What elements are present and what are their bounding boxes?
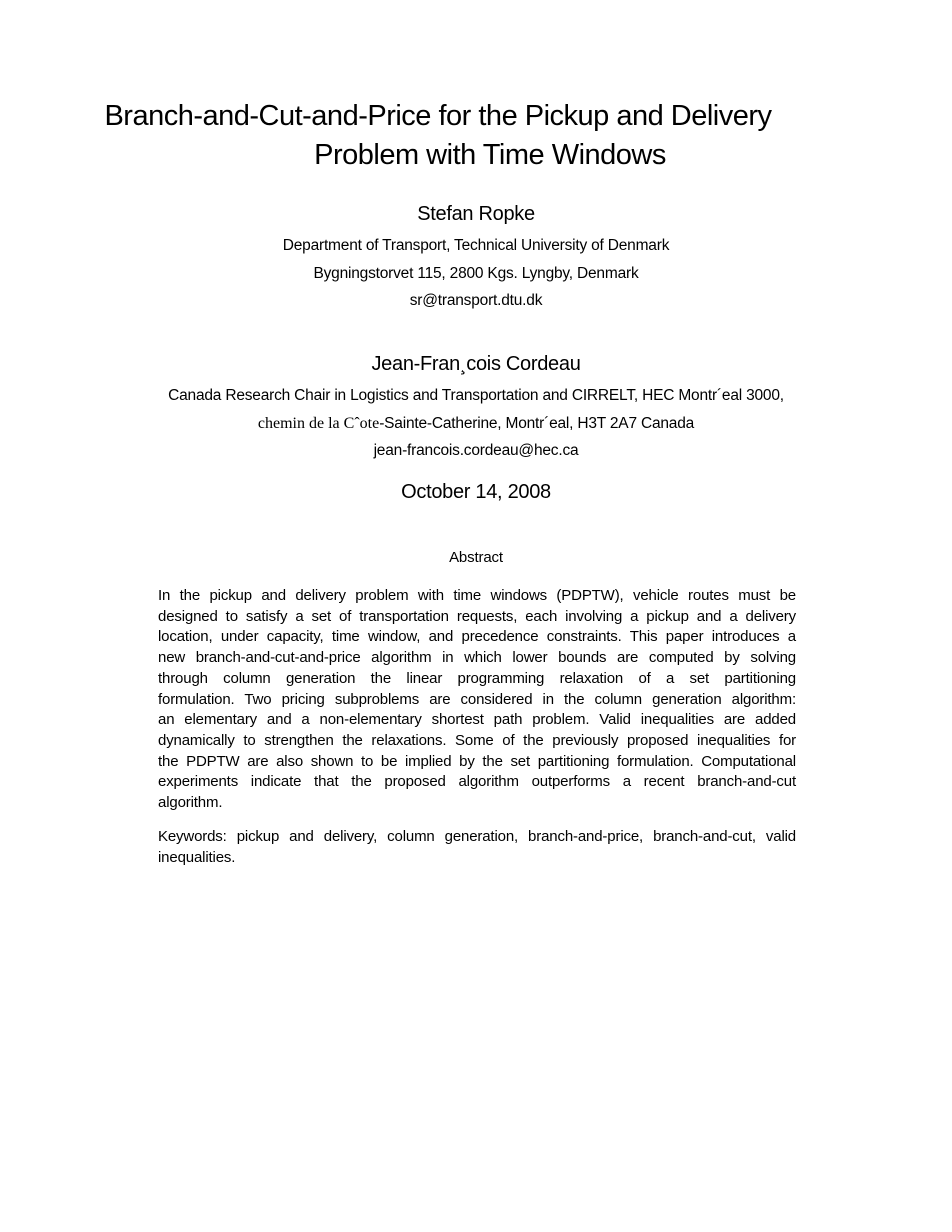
- abstract-line: In the pickup and delivery problem with time windows (PDPTW), vehicle routes must be: [158, 587, 796, 604]
- abstract-line: an elementary and a non-elementary shortest path problem. Valid inequalities are added: [158, 711, 796, 729]
- keywords-line: inequalities.: [158, 848, 236, 866]
- author-name: Stefan Ropke: [417, 203, 535, 225]
- paper-title-line-1: Branch-and-Cut-and-Price for the Pickup and Delivery: [104, 100, 772, 132]
- paper-date: October 14, 2008: [401, 481, 551, 503]
- abstract-line: new branch-and-cut-and-price algorithm in which lower bounds are computed by solving: [158, 649, 796, 667]
- abstract-line: dynamically to strengthen the relaxations. Some of the previously proposed inequalities for: [158, 731, 796, 749]
- author-affiliation-line: [0, 410, 952, 438]
- abstract-line: the PDPTW are also shown to be implied by the set partitioning formulation. Computational: [158, 752, 796, 770]
- abstract-line: through column generation the linear programming relaxation of a set partitioning: [158, 669, 796, 687]
- author-affiliation-line: Department of Transport, Technical University of Denmark: [282, 237, 670, 254]
- paper-title: [0, 97, 952, 175]
- abstract-heading: Abstract: [449, 549, 503, 566]
- affiliation-serif-fragment: chemin de la Cˆote: [257, 414, 380, 432]
- keywords-line: Keywords: pickup and delivery, column generation, branch-and-price, branch-and-cut, valid: [158, 828, 796, 845]
- abstract-line: designed to satisfy a set of transportation requests, each involving a pickup and a delivery: [158, 607, 796, 625]
- author-email: sr@transport.dtu.dk: [409, 292, 543, 309]
- author-block-ropke: [0, 200, 952, 315]
- abstract-body: [158, 586, 796, 814]
- paper-title-line-2: Problem with Time Windows: [314, 139, 666, 171]
- author-name: Jean-Fran¸cois Cordeau: [371, 353, 581, 375]
- abstract-line: algorithm.: [158, 794, 223, 812]
- author-affiliation-line: Canada Research Chair in Logistics and Transportation and CIRRELT, HEC Montr´eal 3000,: [168, 387, 784, 404]
- author-block-cordeau: [0, 350, 952, 465]
- abstract-line: location, under capacity, time window, and precedence constraints. This paper introduces a: [158, 628, 796, 646]
- author-email: jean-francois.cordeau@hec.ca: [373, 442, 579, 459]
- abstract-line: experiments indicate that the proposed algorithm outperforms a recent branch-and-cut: [158, 773, 796, 791]
- keywords-paragraph: [158, 827, 796, 868]
- affiliation-sans-fragment: -Sainte-Catherine, Montr´eal, H3T 2A7 Canada: [379, 414, 695, 432]
- abstract-line: formulation. Two pricing subproblems are considered in the column generation algorithm:: [158, 690, 796, 708]
- author-affiliation-line: Bygningstorvet 115, 2800 Kgs. Lyngby, Denmark: [313, 264, 639, 282]
